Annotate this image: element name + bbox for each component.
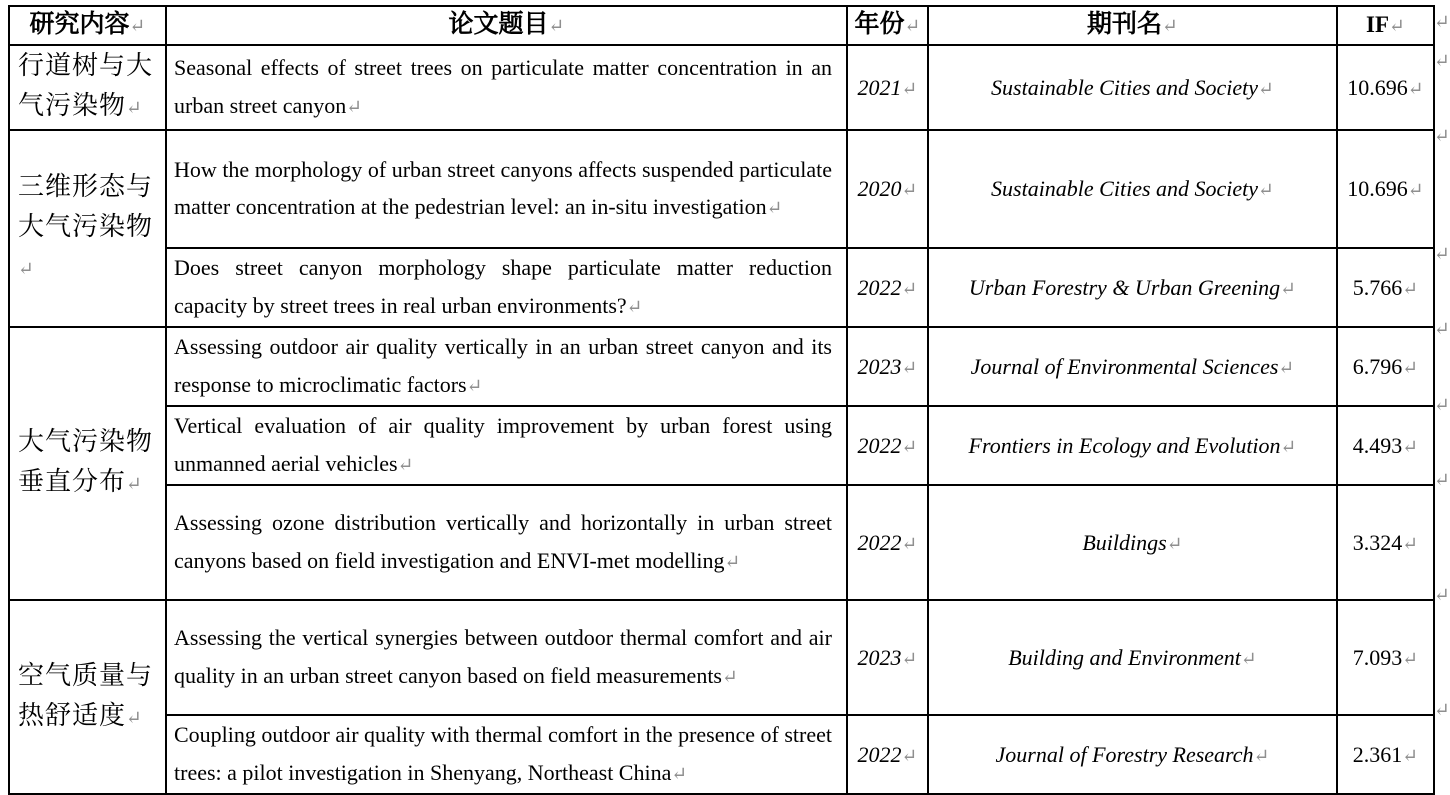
paragraph-mark-icon: ↵ (1402, 533, 1419, 555)
impact-factor-cell[interactable] (1337, 248, 1434, 327)
research-group-cell[interactable] (9, 130, 166, 327)
end-of-row-mark-icon: ↵ (1434, 470, 1450, 491)
header-year-label: 年份 (854, 11, 905, 38)
impact-factor-text: 4.493 (1352, 432, 1403, 458)
paragraph-mark-icon: ↵ (901, 180, 918, 201)
paragraph-mark-icon: ↵ (766, 198, 783, 219)
paragraph-mark-icon: ↵ (129, 16, 146, 37)
end-of-row-mark-icon: ↵ (1434, 585, 1450, 606)
paragraph-mark-icon: ↵ (1280, 278, 1297, 300)
journal-cell[interactable] (928, 485, 1337, 600)
paragraph-mark-icon: ↵ (1258, 180, 1274, 201)
paper-title-text: How the morphology of urban street canyons affects suspended particulate matter concentration at the pedestrian level: an in-situ investigation (174, 156, 832, 219)
table-row (9, 45, 1434, 130)
paper-title-cell[interactable] (166, 406, 847, 485)
journal-cell[interactable] (928, 406, 1337, 485)
impact-factor-text: 6.796 (1352, 353, 1403, 379)
journal-text: Frontiers in Ecology and Evolution (968, 432, 1281, 458)
research-group-cell[interactable] (9, 45, 166, 130)
paragraph-mark-icon: ↵ (1162, 16, 1178, 37)
paragraph-mark-icon: ↵ (901, 648, 918, 670)
paragraph-mark-icon: ↵ (1253, 745, 1270, 767)
year-text: 2022 (857, 529, 902, 555)
end-of-row-mark-icon: ↵ (1434, 319, 1450, 340)
header-paper-title[interactable] (166, 6, 847, 45)
year-text: 2022 (857, 741, 902, 767)
paper-title-cell[interactable] (166, 327, 847, 406)
journal-cell[interactable] (928, 130, 1337, 248)
year-text: 2023 (857, 644, 902, 670)
year-cell[interactable] (847, 248, 928, 327)
paragraph-mark-icon: ↵ (901, 278, 918, 300)
table-row (9, 327, 1434, 406)
paragraph-mark-icon: ↵ (1240, 648, 1257, 670)
journal-cell[interactable] (928, 600, 1337, 715)
header-paper-title-label: 论文题目 (448, 11, 549, 38)
year-cell[interactable] (847, 600, 928, 715)
journal-text: Journal of Environmental Sciences (970, 353, 1279, 379)
end-of-row-mark-icon: ↵ (1434, 244, 1450, 265)
table-row (9, 485, 1434, 600)
paragraph-mark-icon: ↵ (1402, 648, 1419, 670)
impact-factor-text: 2.361 (1352, 741, 1403, 767)
research-group-cell[interactable] (9, 600, 166, 794)
impact-factor-text: 3.324 (1352, 529, 1403, 555)
header-research-content-label: 研究内容 (29, 11, 130, 38)
journal-text: Sustainable Cities and Society (991, 176, 1259, 201)
year-cell[interactable] (847, 327, 928, 406)
paragraph-mark-icon: ↵ (1407, 180, 1424, 201)
year-text: 2021 (857, 74, 902, 100)
table-row (9, 715, 1434, 794)
paragraph-mark-icon: ↵ (722, 666, 738, 688)
end-of-row-mark-icon: ↵ (1434, 12, 1450, 33)
paragraph-mark-icon: ↵ (901, 78, 918, 100)
paragraph-mark-icon: ↵ (1402, 357, 1419, 379)
paper-title-text: Vertical evaluation of air quality improvement by urban forest using unmanned aerial vehicles (174, 413, 832, 476)
paragraph-mark-icon: ↵ (1407, 78, 1424, 100)
table-row (9, 406, 1434, 485)
paragraph-mark-icon: ↵ (901, 436, 918, 458)
paper-title-text: Assessing the vertical synergies between outdoor thermal comfort and air quality in an urban street canyon based on field measurements (174, 625, 832, 688)
paper-title-text: Assessing ozone distribution vertically and horizontally in urban street canyons based on field investigation and ENVI-met modelling (174, 510, 832, 573)
table-row (9, 600, 1434, 715)
paragraph-mark-icon: ↵ (671, 763, 688, 785)
year-cell[interactable] (847, 130, 928, 248)
journal-text: Sustainable Cities and Society (991, 74, 1259, 100)
journal-text: Building and Environment (1008, 644, 1241, 670)
paper-title-cell[interactable] (166, 715, 847, 794)
journal-cell[interactable] (928, 715, 1337, 794)
year-cell[interactable] (847, 485, 928, 600)
journal-text: Journal of Forestry Research (995, 741, 1254, 767)
paper-title-cell[interactable] (166, 600, 847, 715)
paragraph-mark-icon: ↵ (901, 533, 918, 555)
year-text: 2022 (857, 274, 902, 300)
paragraph-mark-icon: ↵ (18, 259, 35, 280)
paragraph-mark-icon: ↵ (1389, 16, 1405, 37)
year-text: 2022 (857, 432, 902, 458)
paper-title-text: Assessing outdoor air quality vertically in an urban street canyon and its response to microclimatic factors (174, 334, 832, 397)
paper-title-text: Coupling outdoor air quality with thermal comfort in the presence of street trees: a pilot investigation in Shenyang, Northeast China (174, 722, 832, 785)
paragraph-mark-icon: ↵ (1402, 745, 1419, 767)
header-research-content[interactable] (9, 6, 166, 45)
journal-cell[interactable] (928, 248, 1337, 327)
impact-factor-cell[interactable] (1337, 485, 1434, 600)
paragraph-mark-icon: ↵ (626, 296, 643, 318)
impact-factor-cell[interactable] (1337, 406, 1434, 485)
paragraph-mark-icon: ↵ (346, 96, 363, 118)
year-cell[interactable] (847, 45, 928, 130)
impact-factor-text: 5.766 (1352, 274, 1403, 300)
paragraph-mark-icon: ↵ (1402, 436, 1419, 458)
year-text: 2023 (857, 353, 902, 379)
paragraph-mark-icon: ↵ (724, 551, 741, 573)
publications-table (8, 5, 1435, 795)
paragraph-mark-icon: ↵ (126, 474, 143, 495)
paragraph-mark-icon: ↵ (901, 357, 918, 379)
end-of-row-mark-icon: ↵ (1434, 51, 1450, 72)
paragraph-mark-icon: ↵ (1280, 436, 1297, 458)
paragraph-mark-icon: ↵ (901, 745, 918, 767)
impact-factor-cell[interactable] (1337, 600, 1434, 715)
paragraph-mark-icon: ↵ (126, 98, 143, 119)
table-header-row (9, 6, 1434, 45)
header-journal-label: 期刊名 (1087, 11, 1163, 38)
journal-text: Urban Forestry & Urban Greening (968, 274, 1281, 300)
paragraph-mark-icon: ↵ (904, 16, 921, 37)
impact-factor-cell[interactable] (1337, 327, 1434, 406)
impact-factor-text: 10.696 (1347, 74, 1408, 100)
year-cell[interactable] (847, 715, 928, 794)
header-impact-factor-label: IF (1366, 12, 1390, 37)
paragraph-mark-icon: ↵ (397, 454, 414, 476)
table-row (9, 130, 1434, 248)
research-group-cell[interactable] (9, 327, 166, 600)
end-of-row-mark-icon: ↵ (1434, 700, 1450, 721)
paper-title-text: Does street canyon morphology shape particulate matter reduction capacity by street trees in real urban environments? (174, 255, 832, 318)
impact-factor-cell[interactable] (1337, 130, 1434, 248)
header-year[interactable] (847, 6, 928, 45)
journal-text: Buildings (1082, 529, 1167, 555)
paper-title-cell[interactable] (166, 130, 847, 248)
research-group-label: 三维形态与大气污染物 (18, 172, 154, 241)
header-impact-factor[interactable] (1337, 6, 1434, 45)
journal-cell[interactable] (928, 327, 1337, 406)
paragraph-mark-icon: ↵ (548, 16, 565, 37)
impact-factor-text: 10.696 (1347, 176, 1408, 201)
paper-title-cell[interactable] (166, 248, 847, 327)
research-group-label: 空气质量与热舒适度 (18, 660, 154, 730)
paragraph-mark-icon: ↵ (1258, 78, 1274, 100)
journal-cell[interactable] (928, 45, 1337, 130)
impact-factor-cell[interactable] (1337, 45, 1434, 130)
paragraph-mark-icon: ↵ (126, 707, 143, 729)
paper-title-text: Seasonal effects of street trees on particulate matter concentration in an urban street canyon (174, 55, 832, 118)
header-journal[interactable] (928, 6, 1337, 45)
year-cell[interactable] (847, 406, 928, 485)
impact-factor-cell[interactable] (1337, 715, 1434, 794)
paragraph-mark-icon: ↵ (1166, 533, 1183, 555)
research-group-label: 行道树与大气污染物 (18, 51, 154, 120)
impact-factor-text: 7.093 (1352, 644, 1403, 670)
end-of-row-mark-icon: ↵ (1434, 126, 1450, 147)
paragraph-mark-icon: ↵ (1402, 278, 1419, 300)
table-row (9, 248, 1434, 327)
paragraph-mark-icon: ↵ (1278, 357, 1295, 379)
paper-title-cell[interactable] (166, 45, 847, 130)
end-of-row-mark-icon: ↵ (1434, 395, 1450, 416)
research-group-label: 大气污染物垂直分布 (18, 427, 154, 496)
year-text: 2020 (857, 176, 902, 201)
paper-title-cell[interactable] (166, 485, 847, 600)
paragraph-mark-icon: ↵ (466, 375, 483, 397)
